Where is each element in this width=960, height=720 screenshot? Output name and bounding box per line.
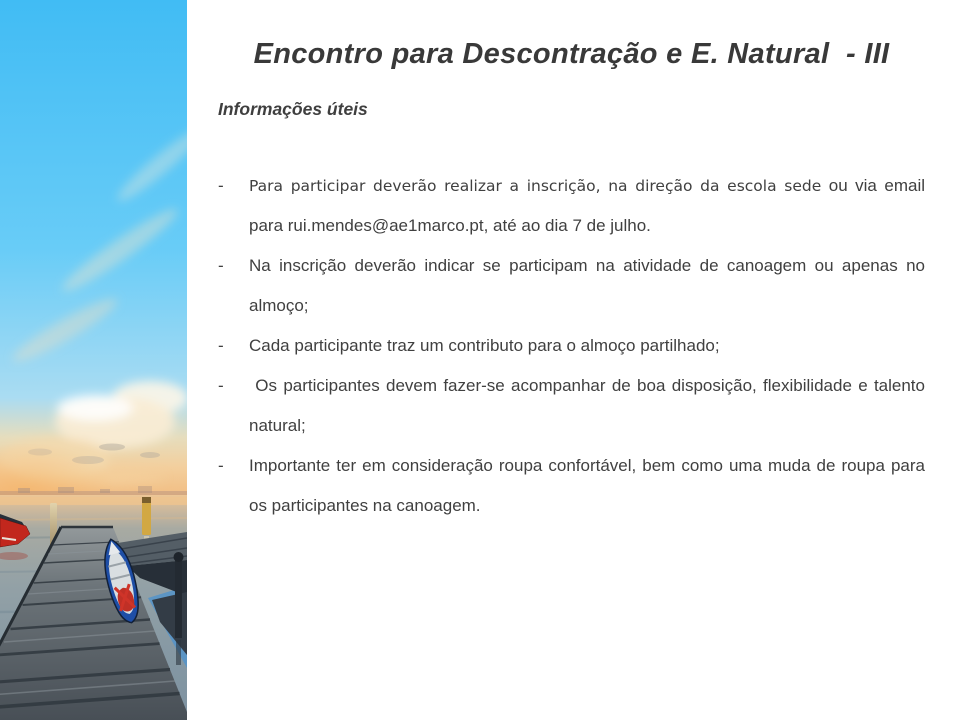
bullet-text: ou via email para rui.mendes@ae1marco.pt, até ao dia 7 de julho.: [249, 176, 925, 236]
pier-photo-illustration: [0, 0, 187, 720]
bullet-marker: -: [218, 256, 224, 276]
bullet-item: [218, 366, 925, 446]
bullet-marker: -: [218, 336, 224, 356]
bullet-marker: -: [218, 376, 224, 396]
bullet-marker: -: [218, 176, 224, 196]
pier-photo: [0, 0, 187, 720]
bullet-marker: -: [218, 456, 224, 476]
bullet-text: Cada participante traz um contributo para o almoço partilhado;: [249, 336, 720, 356]
bullet-text: Para participar deverão realizar a inscrição, na direção da escola sede: [249, 177, 822, 196]
bullet-text: Na inscrição deverão indicar se participam na atividade de canoagem ou apenas no almoço;: [249, 256, 925, 316]
bullet-item: [218, 446, 925, 526]
bullet-list: [218, 166, 925, 526]
slide-title: Encontro para Descontração e E. Natural - III: [253, 38, 890, 70]
slide-content: [187, 0, 960, 720]
bullet-item: [218, 326, 925, 366]
bullet-item: [218, 246, 925, 326]
section-heading: Informações úteis: [218, 99, 368, 120]
bullet-item: [218, 166, 925, 246]
bullet-text: Os participantes devem fazer-se acompanhar de boa disposição, flexibilidade e talento natural;: [249, 376, 925, 436]
bullet-text: Importante ter em consideração roupa confortável, bem como uma muda de roupa para os participantes na canoagem.: [249, 456, 925, 516]
